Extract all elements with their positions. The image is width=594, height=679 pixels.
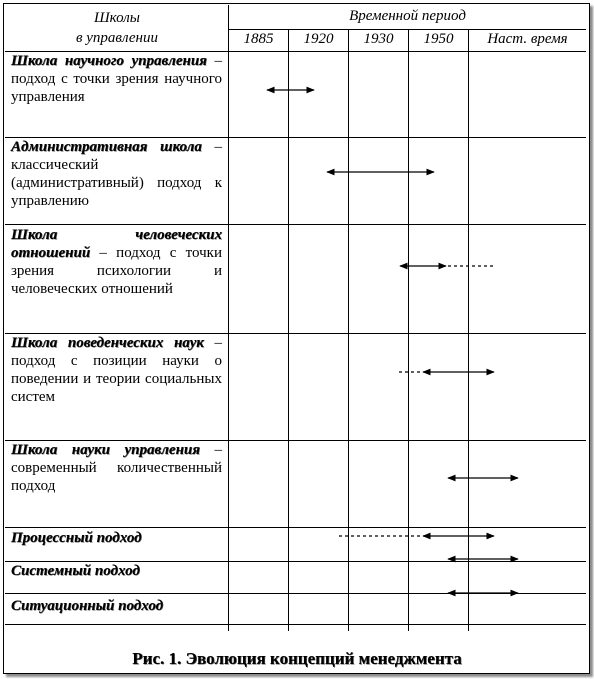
school-name: Административная школа — [11, 139, 202, 155]
period-header: Временной период — [349, 8, 466, 24]
school-name: Ситуационный подход — [11, 598, 164, 614]
year-1920: 1920 — [303, 31, 334, 47]
school-name: Системный подход — [11, 563, 140, 579]
school-description: – подход с точки зрения психологии и человеческих отношений — [11, 245, 222, 297]
school-name: Школа человеческих отношений — [11, 227, 222, 261]
schools-header-line1: Школы — [94, 10, 140, 26]
school-name: Школа науки управления — [11, 442, 200, 458]
school-name: Школа научного управления — [11, 53, 207, 69]
school-description: – подход с позиции науки о поведении и теории социальных систем — [11, 335, 222, 405]
year-1885: 1885 — [243, 31, 274, 47]
figure-caption: Рис. 1. Эволюция концепций менеджмента — [132, 649, 462, 668]
school-name: Процессный подход — [11, 530, 142, 546]
year-present: Наст. время — [487, 31, 568, 47]
school-description: – классический (административный) подход к управлению — [11, 139, 222, 209]
year-1930: 1930 — [363, 31, 394, 47]
school-name: Школа поведенческих наук — [11, 335, 204, 351]
school-description: – подход с точки зрения научного управления — [11, 53, 222, 105]
year-1950: 1950 — [423, 31, 454, 47]
school-description: – современный количественный подход — [11, 442, 223, 494]
schools-header-line2: в управлении — [76, 30, 158, 46]
